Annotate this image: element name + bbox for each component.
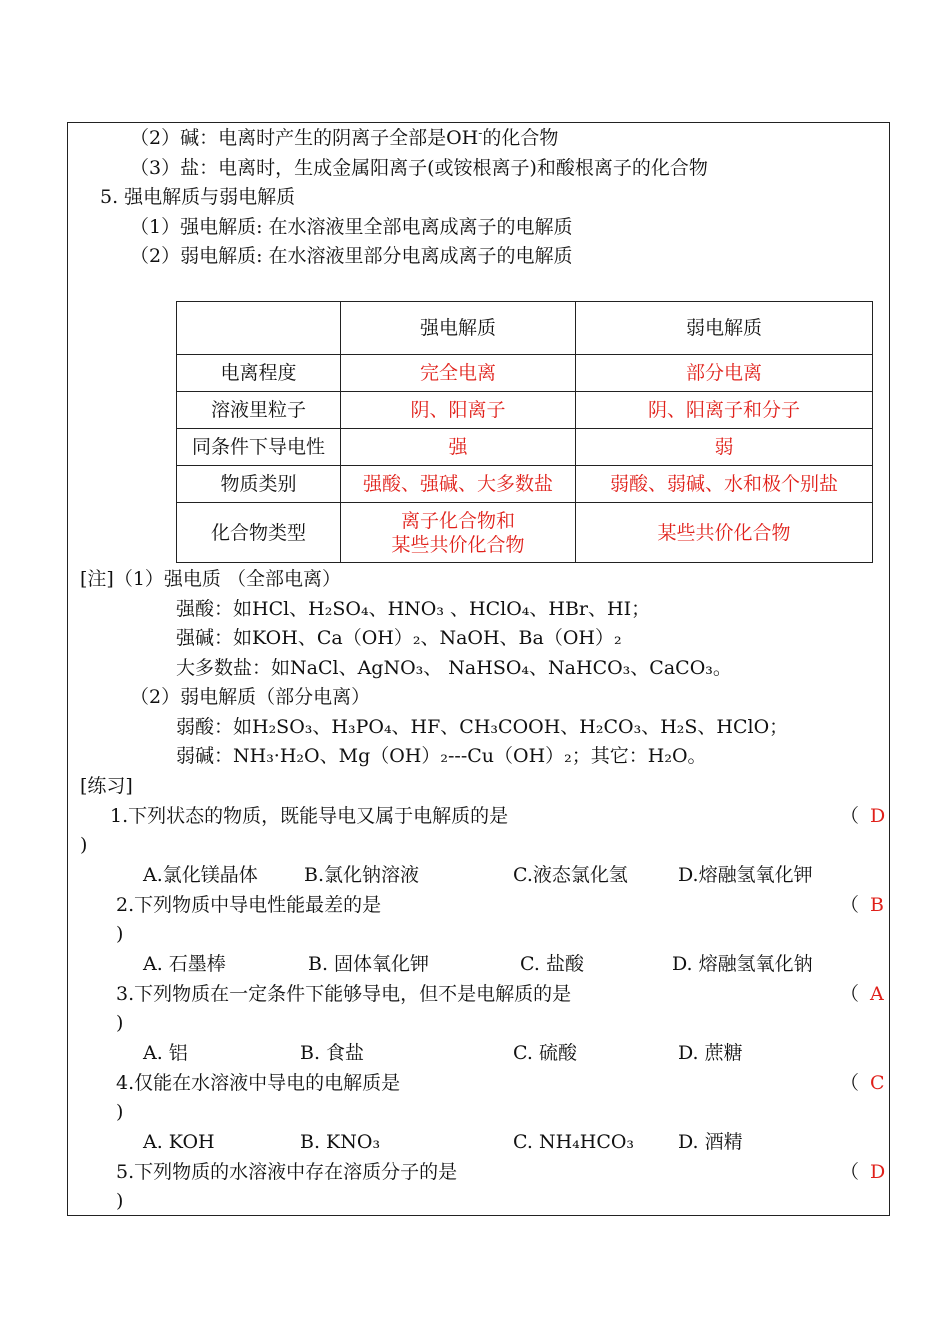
- answer-open-paren: （: [840, 1072, 860, 1094]
- weak-cell: 部分电离: [576, 355, 873, 392]
- base-definition: （2）碱：电离时产生的阴离子全部是OH-的化合物: [130, 126, 559, 149]
- comparison-table: [176, 301, 873, 563]
- table-row: [177, 429, 873, 466]
- strong-cell: [341, 503, 576, 563]
- weak-cell: 弱酸、弱碱、水和极个别盐: [576, 466, 873, 503]
- table-row: [177, 503, 873, 563]
- strong-cell-line-1: 离子化合物和: [400, 509, 515, 532]
- note-strong-title: [注]（1）强电质 （全部电离）: [80, 568, 341, 590]
- row-label: 同条件下导电性: [177, 429, 341, 466]
- note-salts: 大多数盐：如NaCl、AgNO₃、 NaHSO₄、NaHCO₃、CaCO₃。: [176, 657, 732, 679]
- note-weak-title: （2）弱电解质（部分电离）: [130, 686, 371, 708]
- question-4-option-d: D. 酒精: [678, 1131, 743, 1153]
- table-row: [177, 392, 873, 429]
- note-weak-bases: 弱碱：NH₃·H₂O、Mg（OH）₂---Cu（OH）₂；其它：H₂O。: [176, 745, 707, 767]
- question-3-option-a: A. 铝: [143, 1042, 188, 1064]
- answer-open-paren: （: [840, 805, 860, 827]
- question-4-option-c: C. NH₄HCO₃: [513, 1131, 635, 1153]
- weak-cell: 阴、阳离子和分子: [576, 392, 873, 429]
- question-3-option-c: C. 硫酸: [513, 1042, 577, 1064]
- question-1-option-c: C.液态氯化氢: [513, 864, 628, 886]
- question-1-option-b: B.氯化钠溶液: [304, 864, 420, 886]
- question-1-option-d: D.熔融氢氧化钾: [678, 864, 813, 886]
- weak-electrolyte-definition: （2）弱电解质: 在水溶液里部分电离成离子的电解质: [130, 245, 573, 267]
- question-2-answer: B: [870, 894, 884, 916]
- strong-cell: 阴、阳离子: [341, 392, 576, 429]
- question-5-stem: 5.下列物质的水溶液中存在溶质分子的是: [116, 1161, 458, 1183]
- question-2-option-a: A. 石墨棒: [143, 953, 226, 975]
- answer-open-paren: （: [840, 983, 860, 1005]
- question-1-answer: D: [870, 805, 886, 827]
- table-header-strong: 强电解质: [341, 302, 576, 355]
- question-4-option-b: B. KNO₃: [300, 1131, 381, 1153]
- answer-close-paren: ): [116, 1012, 124, 1034]
- question-3-option-b: B. 食盐: [300, 1042, 365, 1064]
- answer-close-paren: ): [116, 1101, 124, 1123]
- row-label: 物质类别: [177, 466, 341, 503]
- strong-electrolyte-definition: （1）强电解质: 在水溶液里全部电离成离子的电解质: [130, 216, 573, 238]
- answer-open-paren: （: [840, 894, 860, 916]
- practice-title: [练习]: [80, 775, 133, 797]
- row-label: 溶液里粒子: [177, 392, 341, 429]
- question-5-answer: D: [870, 1161, 886, 1183]
- question-3-stem: 3.下列物质在一定条件下能够导电，但不是电解质的是: [116, 983, 572, 1005]
- question-4-answer: C: [870, 1072, 885, 1094]
- answer-close-paren: ): [116, 1190, 124, 1212]
- question-4-stem: 4.仅能在水溶液中导电的电解质是: [116, 1072, 401, 1094]
- question-2-option-d: D. 熔融氢氧化钠: [672, 953, 813, 975]
- strong-cell-line-2: 某些共价化合物: [391, 533, 525, 556]
- question-3-option-d: D. 蔗糖: [678, 1042, 743, 1064]
- note-weak-acids: 弱酸：如H₂SO₃、H₃PO₄、HF、CH₃COOH、H₂CO₃、H₂S、HClO；: [176, 716, 789, 738]
- strong-cell: 强酸、强碱、大多数盐: [341, 466, 576, 503]
- row-label: 化合物类型: [177, 503, 341, 563]
- question-1-option-a: A.氯化镁晶体: [143, 864, 258, 886]
- weak-cell: 弱: [576, 429, 873, 466]
- question-4-option-a: A. KOH: [143, 1131, 215, 1153]
- table-corner-cell: [177, 302, 341, 355]
- table-row: [177, 355, 873, 392]
- answer-close-paren: ): [116, 923, 124, 945]
- table-header-row: [177, 302, 873, 355]
- note-strong-bases: 强碱：如KOH、Ca（OH）₂、NaOH、Ba（OH）₂: [176, 627, 622, 649]
- question-2-stem: 2.下列物质中导电性能最差的是: [116, 894, 382, 916]
- table-row: [177, 466, 873, 503]
- section-5-title: 5. 强电解质与弱电解质: [100, 186, 296, 208]
- strong-cell: 强: [341, 429, 576, 466]
- note-strong-acids: 强酸：如HCl、H₂SO₄、HNO₃ 、HClO₄、HBr、HI；: [176, 598, 651, 620]
- answer-open-paren: （: [840, 1161, 860, 1183]
- question-2-option-c: C. 盐酸: [520, 953, 584, 975]
- table-header-weak: 弱电解质: [576, 302, 873, 355]
- strong-cell: 完全电离: [341, 355, 576, 392]
- content-frame: [67, 122, 890, 1216]
- salt-definition: （3）盐：电离时，生成金属阳离子(或铵根离子)和酸根离子的化合物: [130, 157, 708, 179]
- question-3-answer: A: [870, 983, 884, 1005]
- answer-close-paren: ): [80, 834, 88, 856]
- question-1-stem: 1.下列状态的物质，既能导电又属于电解质的是: [110, 805, 509, 827]
- question-2-option-b: B. 固体氧化钾: [308, 953, 430, 975]
- weak-cell: 某些共价化合物: [576, 503, 873, 563]
- row-label: 电离程度: [177, 355, 341, 392]
